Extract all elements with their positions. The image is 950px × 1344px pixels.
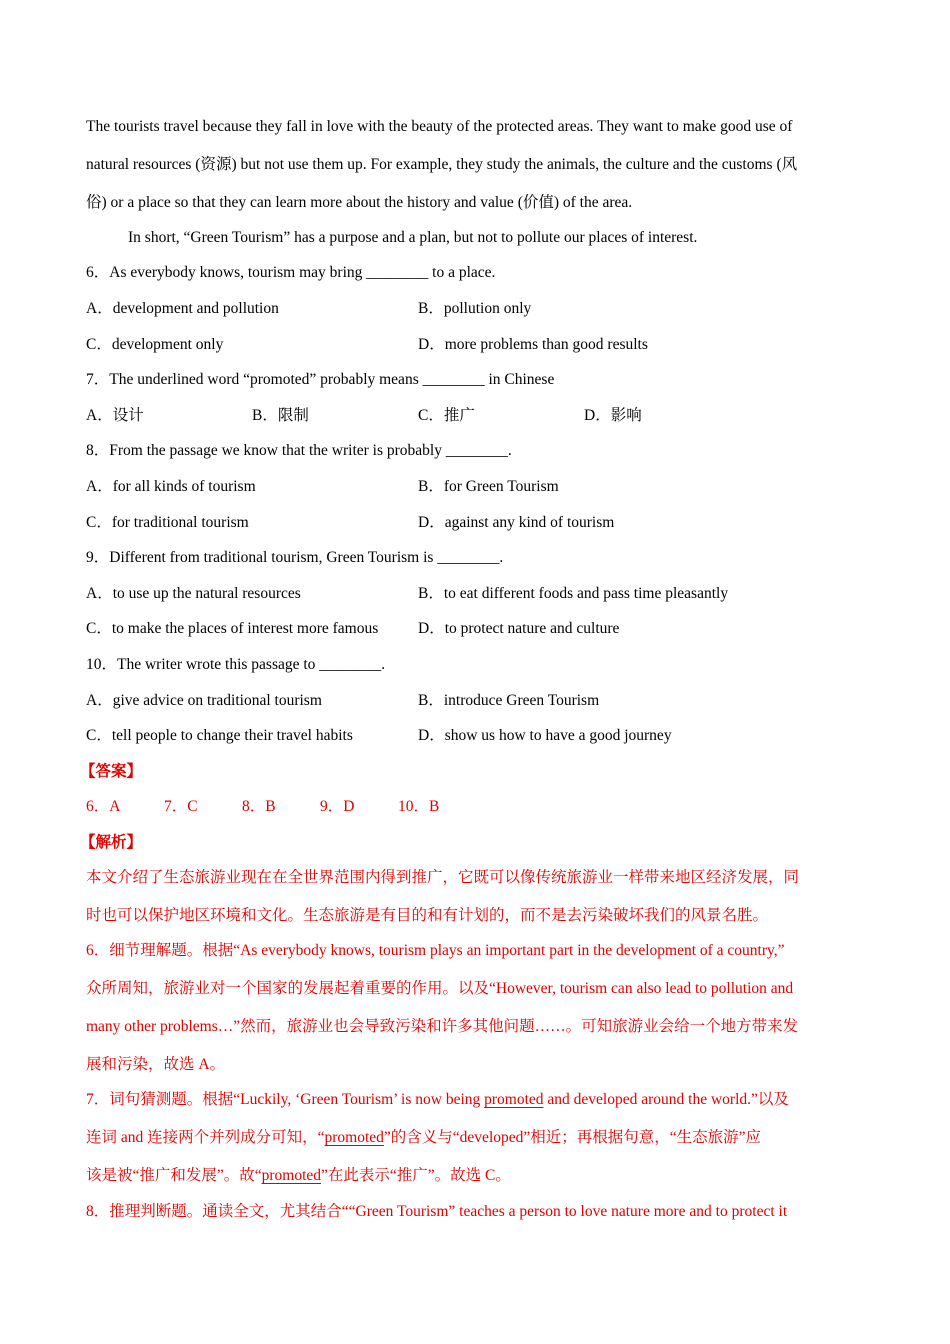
text-segment: ”在此表示“推广”。故选 C。 (321, 1167, 511, 1184)
underlined-word: promoted (484, 1091, 544, 1108)
analysis-line: 展和污染，故选 A。 (86, 1056, 226, 1073)
analysis-line: 6．细节理解题。根据“As everybody knows, tourism plays an important part in the development of a country,” (86, 942, 785, 959)
option-b: B．pollution only (418, 300, 532, 317)
text-segment: 连词 and 连接两个并列成分可知，“ (86, 1129, 325, 1146)
option-d: D．to protect nature and culture (418, 620, 620, 637)
option-d: D．show us how to have a good journey (418, 727, 672, 744)
option-b: B．限制 (252, 407, 309, 424)
option-a: A．development and pollution (86, 300, 279, 317)
answer-item: 6．A (86, 798, 121, 815)
analysis-line (86, 1166, 864, 1186)
option-a: A．设计 (86, 407, 144, 424)
answer-item: 8．B (242, 798, 276, 815)
question-stem: 8．From the passage we know that the writer is probably ________. (86, 442, 512, 459)
analysis-line: many other problems…”然而，旅游业也会导致污染和许多其他问题……。可知旅游业会给一个地方带来发 (86, 1018, 799, 1035)
option-b: B．to eat different foods and pass time pleasantly (418, 585, 729, 602)
option-a: A．give advice on traditional tourism (86, 692, 322, 709)
option-c: C．for traditional tourism (86, 514, 249, 531)
question-stem: 10．The writer wrote this passage to ________. (86, 656, 386, 673)
option-b: B．introduce Green Tourism (418, 692, 600, 709)
option-c: C．tell people to change their travel habits (86, 727, 353, 744)
text-segment: ”的含义与“developed”相近；再根据句意，“生态旅游”应 (383, 1129, 762, 1146)
option-c: C．推广 (418, 407, 475, 424)
option-c: C．development only (86, 336, 224, 353)
analysis-line (86, 1090, 864, 1110)
text-segment: 7．词句猜测题。根据“Luckily, ‘Green Tourism’ is now being (86, 1091, 485, 1108)
text-segment: and developed around the world.”以及 (543, 1091, 789, 1108)
option-d: D．more problems than good results (418, 336, 648, 353)
option-a: A．for all kinds of tourism (86, 478, 256, 495)
option-a: A．to use up the natural resources (86, 585, 301, 602)
underlined-word: promoted (261, 1167, 322, 1184)
passage-line: 俗) or a place so that they can learn more about the history and value (价值) of the area. (86, 194, 633, 211)
analysis-line (86, 1128, 864, 1148)
option-d: D．影响 (584, 407, 642, 424)
analysis-line: 众所周知，旅游业对一个国家的发展起着重要的作用。以及“However, tourism can also lead to pollution and (86, 980, 794, 997)
option-d: D．against any kind of tourism (418, 514, 615, 531)
option-c: C．to make the places of interest more famous (86, 620, 379, 637)
option-b: B．for Green Tourism (418, 478, 559, 495)
passage-line: In short, “Green Tourism” has a purpose and a plan, but not to pollute our places of interest. (128, 229, 698, 246)
answer-heading: 【答案】 (80, 763, 143, 780)
passage-line: natural resources (资源) but not use them up. For example, they study the animals, the culture and the customs (风 (86, 156, 798, 173)
passage-line: The tourists travel because they fall in love with the beauty of the protected areas. They want to make good use of (86, 118, 793, 135)
analysis-line: 时也可以保护地区环境和文化。生态旅游是有目的和有计划的，而不是去污染破坏我们的风景名胜。 (86, 907, 769, 924)
question-stem: 7．The underlined word “promoted” probably means ________ in Chinese (86, 371, 555, 388)
text-segment: 该是被“推广和发展”。故“ (86, 1167, 262, 1184)
analysis-line: 本文介绍了生态旅游业现在在全世界范围内得到推广，它既可以像传统旅游业一样带来地区经济发展，同 (86, 869, 800, 886)
answer-item: 10．B (398, 798, 440, 815)
answer-item: 9．D (320, 798, 355, 815)
answer-item: 7．C (164, 798, 198, 815)
analysis-line: 8．推理判断题。通读全文，尤其结合““Green Tourism” teaches a person to love nature more and to protect it (86, 1203, 788, 1220)
question-stem: 9．Different from traditional tourism, Green Tourism is ________. (86, 549, 504, 566)
underlined-word: promoted (324, 1129, 384, 1146)
question-stem: 6．As everybody knows, tourism may bring ________ to a place. (86, 264, 496, 281)
analysis-heading: 【解析】 (80, 834, 143, 851)
